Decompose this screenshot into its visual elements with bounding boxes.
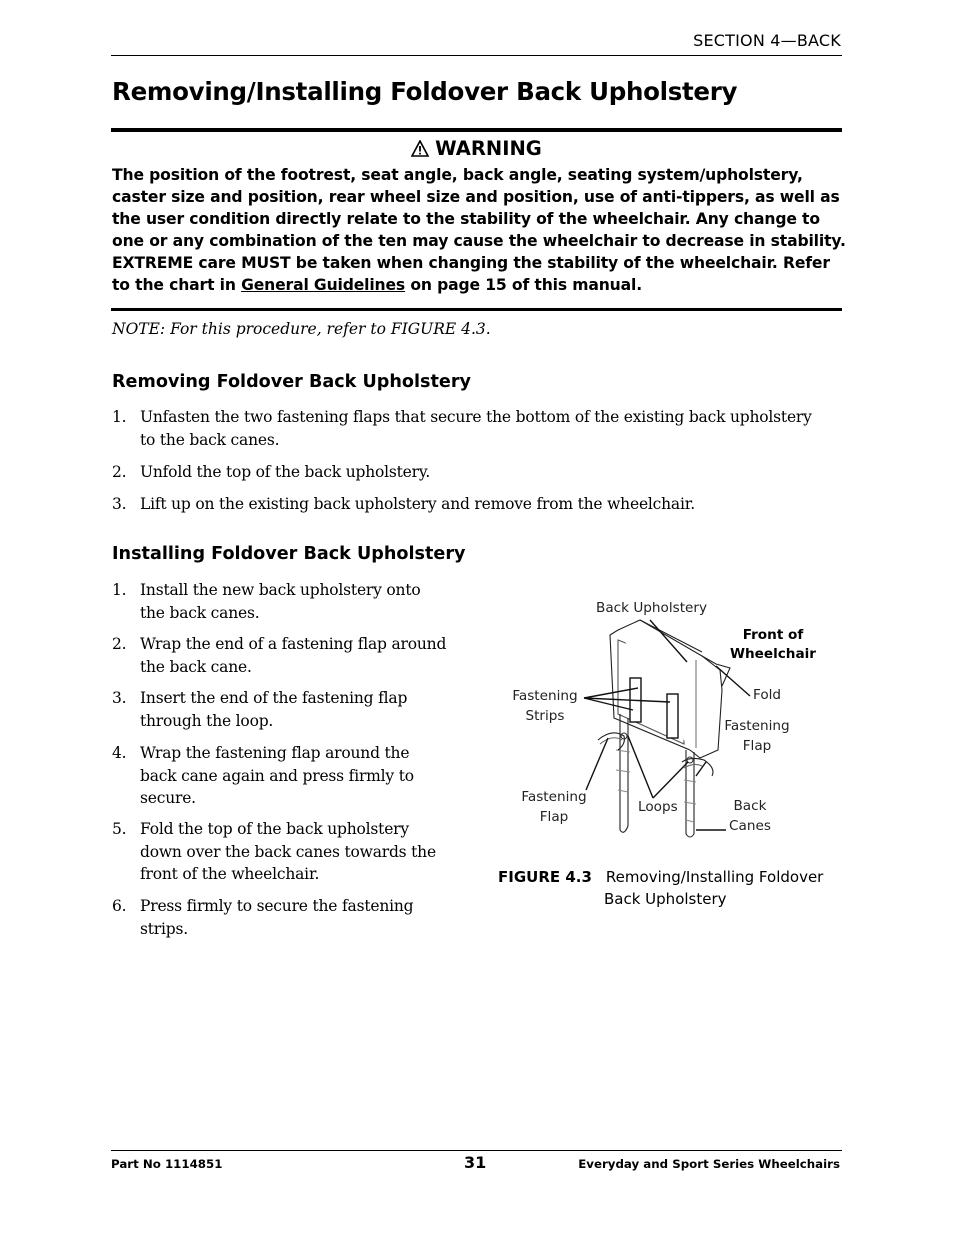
removing-step: 2. Unfold the top of the back upholstery.	[112, 463, 431, 481]
label-back-canes: Back Canes	[729, 798, 771, 834]
removing-step: 1. Unfasten the two fastening flaps that secure the bottom of the existing back upholstery to the back canes.	[112, 408, 812, 449]
page-title: Removing/Installing Foldover Back Upholstery	[112, 77, 738, 106]
warning-line: one or any combination of the ten may cause the wheelchair to decrease in stability.	[112, 232, 846, 250]
warning-body	[112, 164, 848, 296]
warning-line: The position of the footrest, seat angle, back angle, seating system/upholstery,	[112, 166, 803, 184]
label-loops: Loops	[638, 799, 678, 815]
installing-step: 4. Wrap the fastening flap around the back cane again and press firmly to secure.	[112, 744, 414, 807]
label-fastening-flap-left: Fastening Flap	[521, 789, 587, 825]
installing-step: 5. Fold the top of the back upholstery down over the back canes towards the front of the wheelchair.	[112, 820, 436, 883]
procedure-note: NOTE: For this procedure, refer to FIGURE 4.3.	[112, 320, 491, 338]
warning-heading-text: WARNING	[435, 137, 542, 160]
header-rule	[111, 55, 842, 56]
warning-triangle-icon	[411, 140, 429, 157]
warning-rule-bottom	[111, 308, 842, 311]
warning-line: caster size and position, rear wheel size and position, use of anti-tippers, as well as	[112, 188, 840, 206]
warning-line: to the chart in General Guidelines on page 15 of this manual.	[112, 276, 642, 294]
label-fastening-strips: Fastening Strips	[512, 688, 578, 724]
page-number: 31	[464, 1153, 487, 1172]
section-label: SECTION 4—BACK	[693, 31, 841, 50]
figure-caption-line: Removing/Installing Foldover	[605, 868, 824, 886]
label-fastening-flap-right: Fastening Flap	[724, 718, 790, 754]
label-front-of-wheelchair: Front of Wheelchair	[729, 627, 817, 662]
label-fold: Fold	[753, 687, 782, 703]
installing-step: 6. Press firmly to secure the fastening strips.	[112, 897, 414, 938]
footer-product-name: Everyday and Sport Series Wheelchairs	[578, 1157, 840, 1171]
warning-line: the user condition directly relate to the stability of the wheelchair. Any change to	[112, 210, 820, 228]
footer-rule	[111, 1150, 842, 1151]
figure-number: FIGURE 4.3	[498, 868, 592, 886]
general-guidelines-link[interactable]: General Guidelines	[241, 276, 406, 294]
warning-heading	[111, 137, 842, 160]
installing-step: 1. Install the new back upholstery onto the back canes.	[112, 581, 421, 622]
removing-step: 3. Lift up on the existing back upholstery and remove from the wheelchair.	[112, 495, 695, 513]
warning-line: EXTREME care MUST be taken when changing the stability of the wheelchair. Refer	[112, 254, 830, 272]
installing-step: 2. Wrap the end of a fastening flap around the back cane.	[112, 635, 447, 676]
figure-caption-line: Back Upholstery	[604, 890, 727, 908]
figure-caption	[498, 866, 823, 910]
removing-heading: Removing Foldover Back Upholstery	[112, 372, 471, 392]
installing-step: 3. Insert the end of the fastening flap through the loop.	[112, 689, 408, 730]
footer-part-number: Part No 1114851	[111, 1157, 223, 1171]
label-back-upholstery: Back Upholstery	[596, 600, 708, 616]
installing-heading: Installing Foldover Back Upholstery	[112, 544, 466, 564]
warning-rule-top	[111, 128, 842, 132]
